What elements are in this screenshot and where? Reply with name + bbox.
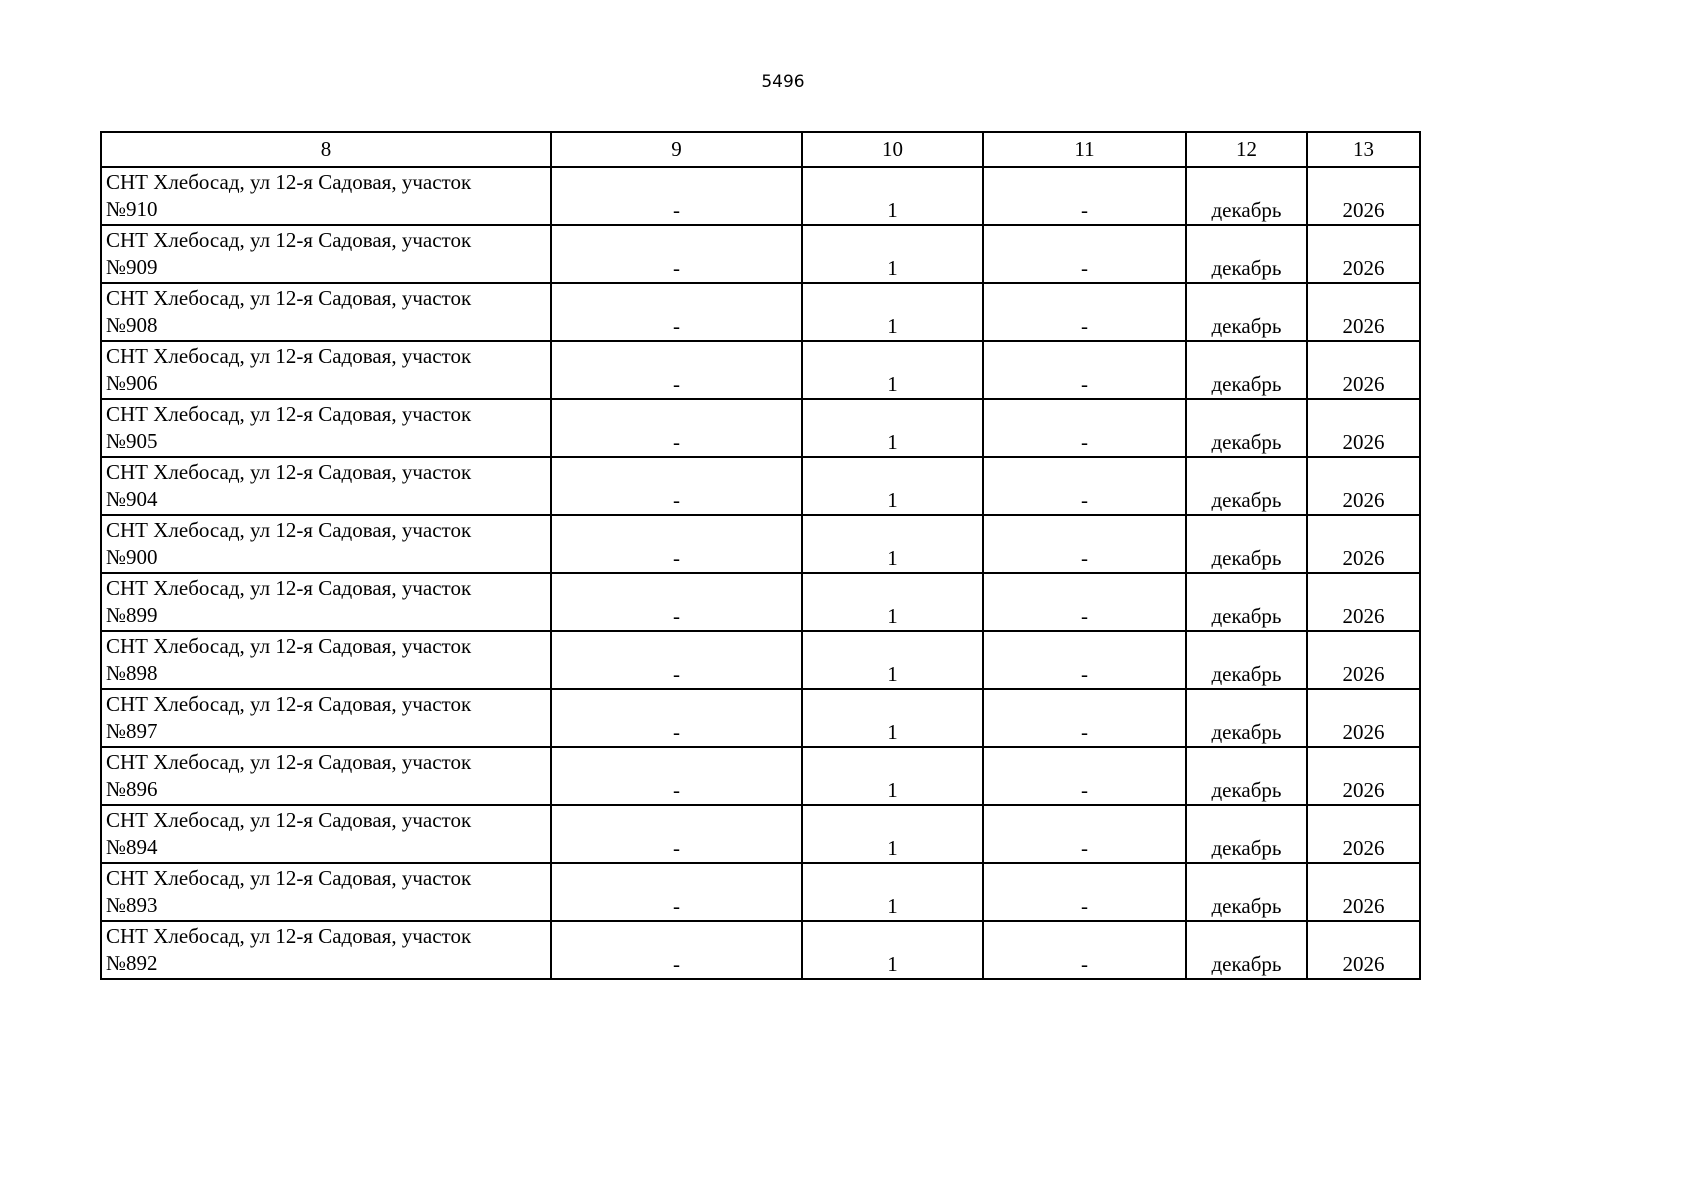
table-row: [101, 921, 1420, 979]
year-cell: 2026: [1307, 747, 1420, 805]
data-table: [100, 131, 1421, 980]
table-row: [101, 689, 1420, 747]
column-11-cell: -: [983, 631, 1186, 689]
table-row: [101, 167, 1420, 225]
column-10-cell: 1: [802, 689, 983, 747]
month-cell: декабрь: [1186, 805, 1307, 863]
year-cell: 2026: [1307, 167, 1420, 225]
address-cell: [101, 863, 551, 921]
month-cell: декабрь: [1186, 747, 1307, 805]
month-cell: декабрь: [1186, 863, 1307, 921]
column-10-cell: 1: [802, 921, 983, 979]
address-line: СНТ Хлебосад, ул 12-я Садовая, участок: [106, 286, 472, 310]
month-cell: декабрь: [1186, 457, 1307, 515]
address-cell: [101, 399, 551, 457]
column-11-cell: -: [983, 283, 1186, 341]
column-9-cell: -: [551, 515, 802, 573]
address-cell: [101, 689, 551, 747]
month-cell: декабрь: [1186, 515, 1307, 573]
plot-number: №900: [106, 545, 158, 569]
year-cell: 2026: [1307, 689, 1420, 747]
year-cell: 2026: [1307, 399, 1420, 457]
address-line: СНТ Хлебосад, ул 12-я Садовая, участок: [106, 924, 472, 948]
address-cell: [101, 921, 551, 979]
column-9-cell: -: [551, 631, 802, 689]
column-11-cell: -: [983, 689, 1186, 747]
column-header: 8: [101, 132, 551, 167]
month-cell: декабрь: [1186, 399, 1307, 457]
plot-number: №909: [106, 255, 158, 279]
column-10-cell: 1: [802, 283, 983, 341]
month-cell: декабрь: [1186, 225, 1307, 283]
header-row: [101, 132, 1420, 167]
address-cell: [101, 341, 551, 399]
plot-number: №904: [106, 487, 158, 511]
column-header: 11: [983, 132, 1186, 167]
column-10-cell: 1: [802, 341, 983, 399]
address-line: СНТ Хлебосад, ул 12-я Садовая, участок: [106, 460, 472, 484]
table-row: [101, 515, 1420, 573]
column-9-cell: -: [551, 863, 802, 921]
address-line: СНТ Хлебосад, ул 12-я Садовая, участок: [106, 228, 472, 252]
plot-number: №905: [106, 429, 158, 453]
table-row: [101, 747, 1420, 805]
year-cell: 2026: [1307, 341, 1420, 399]
column-11-cell: -: [983, 457, 1186, 515]
month-cell: декабрь: [1186, 341, 1307, 399]
column-10-cell: 1: [802, 573, 983, 631]
column-11-cell: -: [983, 515, 1186, 573]
address-line: СНТ Хлебосад, ул 12-я Садовая, участок: [106, 170, 472, 194]
month-cell: декабрь: [1186, 631, 1307, 689]
table-row: [101, 805, 1420, 863]
month-cell: декабрь: [1186, 689, 1307, 747]
column-header: 10: [802, 132, 983, 167]
address-line: СНТ Хлебосад, ул 12-я Садовая, участок: [106, 634, 472, 658]
address-line: СНТ Хлебосад, ул 12-я Садовая, участок: [106, 518, 472, 542]
month-cell: декабрь: [1186, 283, 1307, 341]
table-body: [101, 167, 1420, 979]
year-cell: 2026: [1307, 863, 1420, 921]
address-cell: [101, 805, 551, 863]
column-9-cell: -: [551, 573, 802, 631]
plot-number: №893: [106, 893, 158, 917]
table-row: [101, 631, 1420, 689]
column-10-cell: 1: [802, 747, 983, 805]
month-cell: декабрь: [1186, 921, 1307, 979]
table-row: [101, 225, 1420, 283]
table-row: [101, 283, 1420, 341]
plot-number: №896: [106, 777, 158, 801]
address-cell: [101, 515, 551, 573]
table-row: [101, 863, 1420, 921]
address-line: СНТ Хлебосад, ул 12-я Садовая, участок: [106, 402, 472, 426]
year-cell: 2026: [1307, 573, 1420, 631]
year-cell: 2026: [1307, 225, 1420, 283]
column-11-cell: -: [983, 573, 1186, 631]
column-11-cell: -: [983, 747, 1186, 805]
address-cell: [101, 167, 551, 225]
column-10-cell: 1: [802, 631, 983, 689]
plot-number: №908: [106, 313, 158, 337]
table-row: [101, 573, 1420, 631]
column-9-cell: -: [551, 747, 802, 805]
address-line: СНТ Хлебосад, ул 12-я Садовая, участок: [106, 866, 472, 890]
address-cell: [101, 283, 551, 341]
table-row: [101, 341, 1420, 399]
plot-number: №906: [106, 371, 158, 395]
plot-number: №897: [106, 719, 158, 743]
column-10-cell: 1: [802, 225, 983, 283]
address-cell: [101, 631, 551, 689]
column-header: 12: [1186, 132, 1307, 167]
year-cell: 2026: [1307, 631, 1420, 689]
month-cell: декабрь: [1186, 167, 1307, 225]
address-line: СНТ Хлебосад, ул 12-я Садовая, участок: [106, 576, 472, 600]
year-cell: 2026: [1307, 515, 1420, 573]
column-11-cell: -: [983, 341, 1186, 399]
column-11-cell: -: [983, 863, 1186, 921]
address-line: СНТ Хлебосад, ул 12-я Садовая, участок: [106, 808, 472, 832]
column-9-cell: -: [551, 921, 802, 979]
address-cell: [101, 573, 551, 631]
column-10-cell: 1: [802, 167, 983, 225]
year-cell: 2026: [1307, 283, 1420, 341]
column-11-cell: -: [983, 399, 1186, 457]
address-cell: [101, 747, 551, 805]
column-9-cell: -: [551, 457, 802, 515]
plot-number: №894: [106, 835, 158, 859]
table-row: [101, 457, 1420, 515]
address-line: СНТ Хлебосад, ул 12-я Садовая, участок: [106, 692, 472, 716]
address-cell: [101, 457, 551, 515]
plot-number: №892: [106, 951, 158, 975]
column-11-cell: -: [983, 805, 1186, 863]
column-header: 13: [1307, 132, 1420, 167]
column-9-cell: -: [551, 341, 802, 399]
plot-number: №898: [106, 661, 158, 685]
address-line: СНТ Хлебосад, ул 12-я Садовая, участок: [106, 750, 472, 774]
column-11-cell: -: [983, 225, 1186, 283]
plot-number: №899: [106, 603, 158, 627]
column-9-cell: -: [551, 167, 802, 225]
year-cell: 2026: [1307, 805, 1420, 863]
column-10-cell: 1: [802, 515, 983, 573]
year-cell: 2026: [1307, 457, 1420, 515]
page-number: 5496: [761, 72, 805, 92]
plot-number: №910: [106, 197, 158, 221]
column-10-cell: 1: [802, 457, 983, 515]
column-9-cell: -: [551, 399, 802, 457]
column-9-cell: -: [551, 689, 802, 747]
column-10-cell: 1: [802, 805, 983, 863]
column-10-cell: 1: [802, 863, 983, 921]
column-10-cell: 1: [802, 399, 983, 457]
column-header: 9: [551, 132, 802, 167]
column-9-cell: -: [551, 225, 802, 283]
column-9-cell: -: [551, 283, 802, 341]
column-9-cell: -: [551, 805, 802, 863]
month-cell: декабрь: [1186, 573, 1307, 631]
address-line: СНТ Хлебосад, ул 12-я Садовая, участок: [106, 344, 472, 368]
table-row: [101, 399, 1420, 457]
address-cell: [101, 225, 551, 283]
year-cell: 2026: [1307, 921, 1420, 979]
column-11-cell: -: [983, 921, 1186, 979]
column-11-cell: -: [983, 167, 1186, 225]
